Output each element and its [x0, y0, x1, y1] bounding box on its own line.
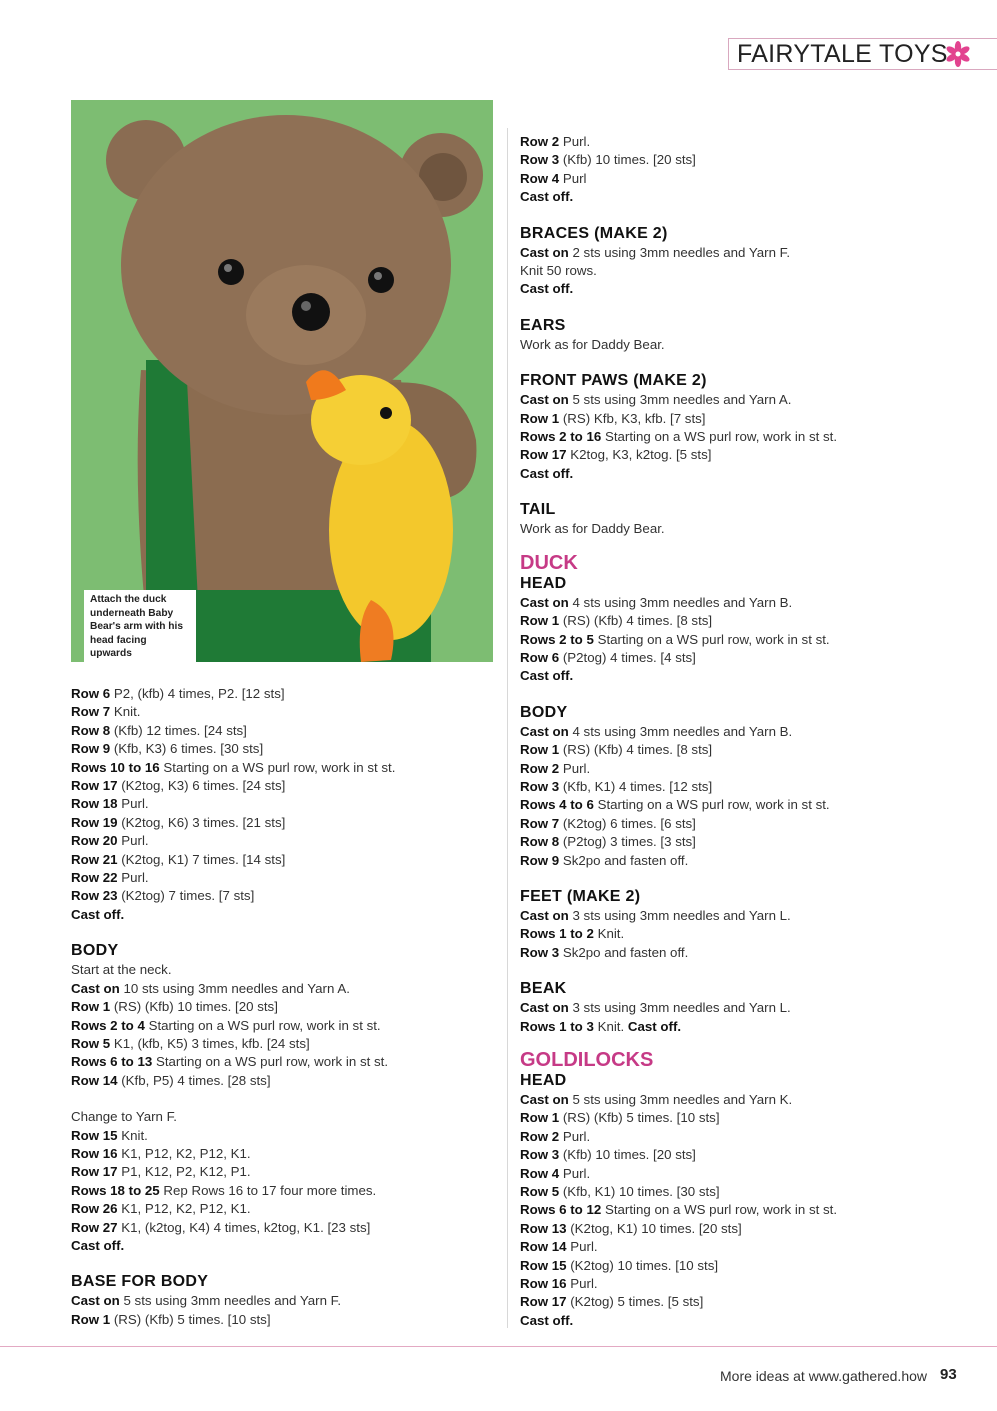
- section-header-title: FAIRYTALE TOYS: [737, 40, 948, 68]
- row-instruction: 10 sts using 3mm needles and Yarn A.: [119, 980, 350, 996]
- row-label: Row 3: [520, 778, 560, 794]
- duck-body-rows-list: [520, 723, 990, 870]
- body-rows-list: [71, 961, 496, 1090]
- row-label: Rows 18 to 25: [71, 1182, 160, 1198]
- pattern-row: [520, 1201, 990, 1219]
- pattern-row: [520, 336, 990, 354]
- duck-head-heading: HEAD: [520, 574, 567, 592]
- pattern-row: [71, 1200, 496, 1218]
- pattern-row: [520, 280, 990, 298]
- row-instruction: Knit.: [110, 704, 141, 720]
- row-instruction: 5 sts using 3mm needles and Yarn A.: [568, 392, 792, 408]
- pattern-row: [520, 741, 990, 759]
- row-label: Row 6: [520, 649, 560, 665]
- row-instruction: (P2tog) 4 times. [4 sts]: [559, 649, 696, 665]
- teddy-bear-photo: [71, 100, 493, 662]
- pattern-row: [520, 1183, 990, 1201]
- row-instruction: Knit.: [117, 1127, 148, 1143]
- row-instruction: Starting on a WS purl row, work in st st.: [159, 759, 396, 775]
- row-label: Row 4: [520, 1165, 560, 1181]
- tail-heading: TAIL: [520, 501, 556, 519]
- pattern-row: [71, 869, 496, 887]
- pattern-row: [520, 649, 990, 667]
- pattern-row: [71, 1182, 496, 1200]
- pattern-row: [71, 740, 496, 758]
- goldilocks-section-title: GOLDILOCKS: [520, 1049, 654, 1071]
- row-instruction: Purl.: [117, 870, 149, 886]
- pattern-row: [71, 1108, 496, 1126]
- row-instruction: (K2tog, K6) 3 times. [21 sts]: [117, 814, 286, 830]
- pattern-row: [71, 1127, 496, 1145]
- pattern-row: [520, 778, 990, 796]
- pattern-row: [71, 851, 496, 869]
- row-instruction: (K2tog) 10 times. [10 sts]: [566, 1257, 719, 1273]
- pattern-row: [520, 244, 990, 262]
- row-instruction: (RS) (Kfb) 4 times. [8 sts]: [559, 742, 713, 758]
- row-label: Cast on: [520, 594, 569, 610]
- pattern-row: [71, 1017, 496, 1035]
- pattern-row: [520, 391, 990, 409]
- row-label: Row 17: [71, 1164, 118, 1180]
- row-label: Cast off.: [520, 465, 574, 481]
- head-rows-list: [71, 685, 496, 924]
- page-number: 93: [940, 1366, 957, 1383]
- row-label: Cast on: [520, 244, 569, 260]
- row-instruction: Rep Rows 16 to 17 four more times.: [159, 1182, 377, 1198]
- row-label: Row 9: [71, 741, 111, 757]
- pattern-row: [71, 906, 496, 924]
- photo-caption: Attach the duck underneath Baby Bear's arm with his head facing upwards: [84, 590, 196, 664]
- pattern-row: [520, 796, 990, 814]
- pattern-row: [520, 631, 990, 649]
- row-instruction: (P2tog) 3 times. [3 sts]: [559, 834, 696, 850]
- row-instruction: 3 sts using 3mm needles and Yarn L.: [568, 1000, 791, 1016]
- front-paws-heading: FRONT PAWS (MAKE 2): [520, 372, 707, 390]
- row-instruction: Sk2po and fasten off.: [559, 852, 689, 868]
- row-label: Cast on: [520, 723, 569, 739]
- row-label: Row 15: [71, 1127, 118, 1143]
- row-label: Cast on: [520, 907, 569, 923]
- pattern-row: [520, 1146, 990, 1164]
- feet-rows-list: [520, 907, 990, 962]
- row-label: Cast on: [71, 1293, 120, 1309]
- row-instruction: Work as for Daddy Bear.: [520, 336, 665, 352]
- pattern-row: [71, 1219, 496, 1237]
- pattern-row: [71, 759, 496, 777]
- pattern-row: [520, 612, 990, 630]
- pattern-row: [520, 428, 990, 446]
- row-instruction: Purl: [559, 170, 587, 186]
- row-label: Rows 1 to 2: [520, 926, 594, 942]
- row-instruction: 4 sts using 3mm needles and Yarn B.: [568, 723, 793, 739]
- row-label: Row 17: [520, 447, 567, 463]
- row-label: Row 1: [520, 742, 560, 758]
- ears-heading: EARS: [520, 316, 566, 334]
- row-label: Row 27: [71, 1219, 118, 1235]
- pattern-row: [520, 151, 990, 169]
- row-instruction: Sk2po and fasten off.: [559, 944, 689, 960]
- row-label: Row 3: [520, 1147, 560, 1163]
- pattern-row: [520, 833, 990, 851]
- row-instruction: Starting on a WS purl row, work in st st.: [601, 1202, 838, 1218]
- row-instruction: Start at the neck.: [71, 962, 172, 978]
- pattern-row: [520, 1257, 990, 1275]
- row-instruction: Starting on a WS purl row, work in st st.: [601, 429, 838, 445]
- row-instruction: (RS) Kfb, K3, kfb. [7 sts]: [559, 410, 706, 426]
- row-instruction: Work as for Daddy Bear.: [520, 521, 665, 537]
- pattern-row: [520, 667, 990, 685]
- pattern-row: [520, 1018, 990, 1036]
- pattern-row: [520, 133, 990, 151]
- row-instruction: Purl.: [117, 833, 149, 849]
- pattern-row: [520, 1091, 990, 1109]
- pattern-row: [520, 1128, 990, 1146]
- row-label: Cast off.: [71, 1237, 125, 1253]
- row-label: Cast off.: [520, 281, 574, 297]
- row-label: Row 2: [520, 1128, 560, 1144]
- row-label: Rows 2 to 4: [71, 1017, 145, 1033]
- row-label: Row 16: [71, 1145, 118, 1161]
- base-for-body-heading: BASE FOR BODY: [71, 1273, 209, 1291]
- tail-rows-list: [520, 520, 990, 538]
- row-instruction: (Kfb, P5) 4 times. [28 sts]: [117, 1072, 271, 1088]
- row-label: Row 20: [71, 833, 118, 849]
- row-instruction: (K2tog) 6 times. [6 sts]: [559, 815, 696, 831]
- feet-heading: FEET (MAKE 2): [520, 887, 641, 905]
- row-label: Rows 2 to 16: [520, 429, 602, 445]
- row-instruction: Purl.: [559, 1128, 591, 1144]
- row-instruction: (RS) (Kfb) 5 times. [10 sts]: [559, 1110, 720, 1126]
- row-instruction: (K2tog, K3) 6 times. [24 sts]: [117, 778, 286, 794]
- row-instruction: Knit 50 rows.: [520, 263, 597, 279]
- row-label: Cast off.: [520, 668, 574, 684]
- base-rows-continued-list: [520, 133, 990, 207]
- pattern-row: [520, 944, 990, 962]
- row-instruction: (Kfb, K1) 4 times. [12 sts]: [559, 778, 713, 794]
- footer-website-text: More ideas at www.gathered.how: [720, 1368, 927, 1384]
- pattern-row: [520, 262, 990, 280]
- pattern-row: [520, 723, 990, 741]
- row-label: Row 14: [520, 1239, 567, 1255]
- pattern-row: [520, 1220, 990, 1238]
- row-label: Row 8: [71, 722, 111, 738]
- row-instruction: (Kfb) 10 times. [20 sts]: [559, 1147, 696, 1163]
- row-instruction: K1, (k2tog, K4) 4 times, k2tog, K1. [23 sts]: [117, 1219, 371, 1235]
- pattern-row: [71, 1035, 496, 1053]
- row-label: Row 6: [71, 686, 111, 701]
- row-instruction: (RS) (Kfb) 10 times. [20 sts]: [110, 999, 278, 1015]
- row-label: Row 22: [71, 870, 118, 886]
- row-label: Row 3: [520, 944, 560, 960]
- right-column: [520, 133, 990, 1330]
- row-instruction: Purl.: [117, 796, 149, 812]
- row-instruction: (Kfb) 12 times. [24 sts]: [110, 722, 247, 738]
- row-instruction: K2tog, K3, k2tog. [5 sts]: [566, 447, 712, 463]
- row-instruction: K1, P12, K2, P12, K1.: [117, 1145, 251, 1161]
- pattern-row: [520, 465, 990, 483]
- pattern-row: [71, 722, 496, 740]
- row-label: Rows 6 to 12: [520, 1202, 602, 1218]
- body-rows-list-2: [71, 1108, 496, 1255]
- row-label: Rows 10 to 16: [71, 759, 160, 775]
- row-instruction: Purl.: [566, 1276, 598, 1292]
- row-label: Row 5: [520, 1184, 560, 1200]
- row-label: Row 17: [520, 1294, 567, 1310]
- footer-rule: [0, 1346, 997, 1347]
- row-instruction: (Kfb, K1) 10 times. [30 sts]: [559, 1184, 720, 1200]
- braces-heading: BRACES (MAKE 2): [520, 224, 668, 242]
- base-rows-list: [71, 1292, 496, 1329]
- row-label: Rows 6 to 13: [71, 1054, 153, 1070]
- pattern-row: [520, 1238, 990, 1256]
- row-label: Row 18: [71, 796, 118, 812]
- pattern-row: [71, 1145, 496, 1163]
- row-label: Row 1: [520, 613, 560, 629]
- row-label: Cast on: [520, 1000, 569, 1016]
- row-label: Row 2: [520, 760, 560, 776]
- left-column: [71, 685, 496, 1329]
- pattern-row: [520, 907, 990, 925]
- row-label: Cast on: [520, 1092, 569, 1107]
- pattern-row: [520, 925, 990, 943]
- row-label: Cast off.: [627, 1018, 682, 1034]
- pattern-row: [520, 760, 990, 778]
- row-label: Row 15: [520, 1257, 567, 1273]
- pattern-row: [71, 814, 496, 832]
- row-label: Row 23: [71, 888, 118, 904]
- pattern-row: [520, 852, 990, 870]
- row-instruction: 2 sts using 3mm needles and Yarn F.: [568, 244, 791, 260]
- row-instruction: Starting on a WS purl row, work in st st.: [144, 1017, 381, 1033]
- row-label: Cast on: [71, 980, 120, 996]
- row-instruction: 5 sts using 3mm needles and Yarn K.: [568, 1092, 793, 1107]
- row-label: Row 1: [520, 1110, 560, 1126]
- goldilocks-head-heading: HEAD: [520, 1072, 567, 1089]
- pattern-row: [71, 1292, 496, 1310]
- row-instruction: Change to Yarn F.: [71, 1109, 177, 1125]
- row-label: Row 7: [71, 704, 111, 720]
- row-label: Row 3: [520, 152, 560, 168]
- pattern-row: [71, 887, 496, 905]
- row-instruction: 3 sts using 3mm needles and Yarn L.: [568, 907, 791, 923]
- row-instruction: (K2tog, K1) 7 times. [14 sts]: [117, 851, 286, 867]
- pattern-row: [71, 832, 496, 850]
- row-instruction: (RS) (Kfb) 4 times. [8 sts]: [559, 613, 713, 629]
- row-label: Row 21: [71, 851, 118, 867]
- pattern-row: [71, 961, 496, 979]
- row-label: Row 4: [520, 170, 560, 186]
- row-instruction: Starting on a WS purl row, work in st st.: [152, 1054, 389, 1070]
- pattern-row: [520, 1165, 990, 1183]
- pattern-row: [520, 1275, 990, 1293]
- row-label: Row 9: [520, 852, 560, 868]
- pattern-row: [71, 980, 496, 998]
- row-instruction: K1, (kfb, K5) 3 times, kfb. [24 sts]: [110, 1035, 310, 1051]
- pattern-row: [520, 1293, 990, 1311]
- row-label: Row 1: [71, 999, 111, 1015]
- row-instruction: Starting on a WS purl row, work in st st.: [593, 631, 830, 647]
- pattern-row: [71, 998, 496, 1016]
- row-label: Cast off.: [520, 1312, 574, 1328]
- pattern-row: [520, 999, 990, 1017]
- row-label: Row 7: [520, 815, 560, 831]
- row-label: Rows 2 to 5: [520, 631, 594, 647]
- pattern-row: [71, 703, 496, 721]
- row-instruction: Starting on a WS purl row, work in st st.: [593, 797, 830, 813]
- row-instruction: (Kfb) 10 times. [20 sts]: [559, 152, 696, 168]
- pattern-row: [520, 815, 990, 833]
- row-label: Row 5: [71, 1035, 111, 1051]
- flower-icon: [944, 40, 972, 68]
- row-label: Rows 1 to 3: [520, 1018, 594, 1034]
- row-label: Row 1: [71, 1311, 111, 1327]
- pattern-row: [71, 777, 496, 795]
- row-label: Row 16: [520, 1276, 567, 1292]
- row-instruction: P1, K12, P2, K12, P1.: [117, 1164, 251, 1180]
- pattern-row: [520, 188, 990, 206]
- row-instruction: Purl.: [566, 1239, 598, 1255]
- pattern-row: [71, 795, 496, 813]
- duck-head-rows-list: [520, 594, 990, 686]
- row-instruction: Knit.: [593, 926, 625, 942]
- row-label: Cast off.: [520, 189, 574, 205]
- row-label: Row 19: [71, 814, 118, 830]
- row-instruction: (K2tog) 5 times. [5 sts]: [566, 1294, 704, 1310]
- duck-body-heading: BODY: [520, 703, 568, 721]
- pattern-row: [71, 1053, 496, 1071]
- pattern-row: [520, 520, 990, 538]
- row-instruction: (K2tog) 7 times. [7 sts]: [117, 888, 255, 904]
- row-instruction: Knit.: [593, 1018, 628, 1034]
- row-instruction: Purl.: [559, 760, 591, 776]
- row-label: Rows 4 to 6: [520, 797, 594, 813]
- row-label: Row 13: [520, 1220, 567, 1236]
- column-divider: [507, 128, 508, 1328]
- row-label: Row 26: [71, 1201, 118, 1217]
- row-label: Row 1: [520, 410, 560, 426]
- row-instruction: 4 sts using 3mm needles and Yarn B.: [568, 594, 793, 610]
- teddy-bear-with-duck-illustration: [71, 100, 493, 662]
- pattern-row: [520, 170, 990, 188]
- row-label: Row 8: [520, 834, 560, 850]
- row-label: Row 2: [520, 134, 560, 149]
- pattern-row: [71, 1237, 496, 1255]
- braces-rows-list: [520, 244, 990, 299]
- pattern-row: [520, 1312, 990, 1330]
- row-instruction: 5 sts using 3mm needles and Yarn F.: [119, 1293, 342, 1309]
- body-heading: BODY: [71, 942, 119, 960]
- duck-section-title: DUCK: [520, 551, 578, 574]
- paws-rows-list: [520, 391, 990, 483]
- pattern-row: [520, 1109, 990, 1127]
- row-instruction: K1, P12, K2, P12, K1.: [117, 1201, 251, 1217]
- pattern-row: [71, 1163, 496, 1181]
- row-label: Cast off.: [71, 906, 125, 922]
- goldilocks-head-rows-list: [520, 1091, 990, 1330]
- row-label: Cast on: [520, 392, 569, 408]
- row-instruction: (Kfb, K3) 6 times. [30 sts]: [110, 741, 264, 757]
- pattern-row: [520, 594, 990, 612]
- row-instruction: Purl.: [559, 1165, 591, 1181]
- pattern-row: [71, 1072, 496, 1090]
- pattern-row: [520, 446, 990, 464]
- row-label: Row 17: [71, 778, 118, 794]
- row-instruction: (RS) (Kfb) 5 times. [10 sts]: [110, 1311, 271, 1327]
- row-instruction: P2, (kfb) 4 times, P2. [12 sts]: [110, 686, 285, 701]
- row-label: Row 14: [71, 1072, 118, 1088]
- row-instruction: Purl.: [559, 134, 591, 149]
- pattern-row: [520, 410, 990, 428]
- ears-rows-list: [520, 336, 990, 354]
- pattern-row: [71, 685, 496, 703]
- beak-heading: BEAK: [520, 980, 567, 998]
- beak-rows-list: [520, 999, 990, 1036]
- pattern-row: [71, 1311, 496, 1329]
- row-instruction: (K2tog, K1) 10 times. [20 sts]: [566, 1220, 742, 1236]
